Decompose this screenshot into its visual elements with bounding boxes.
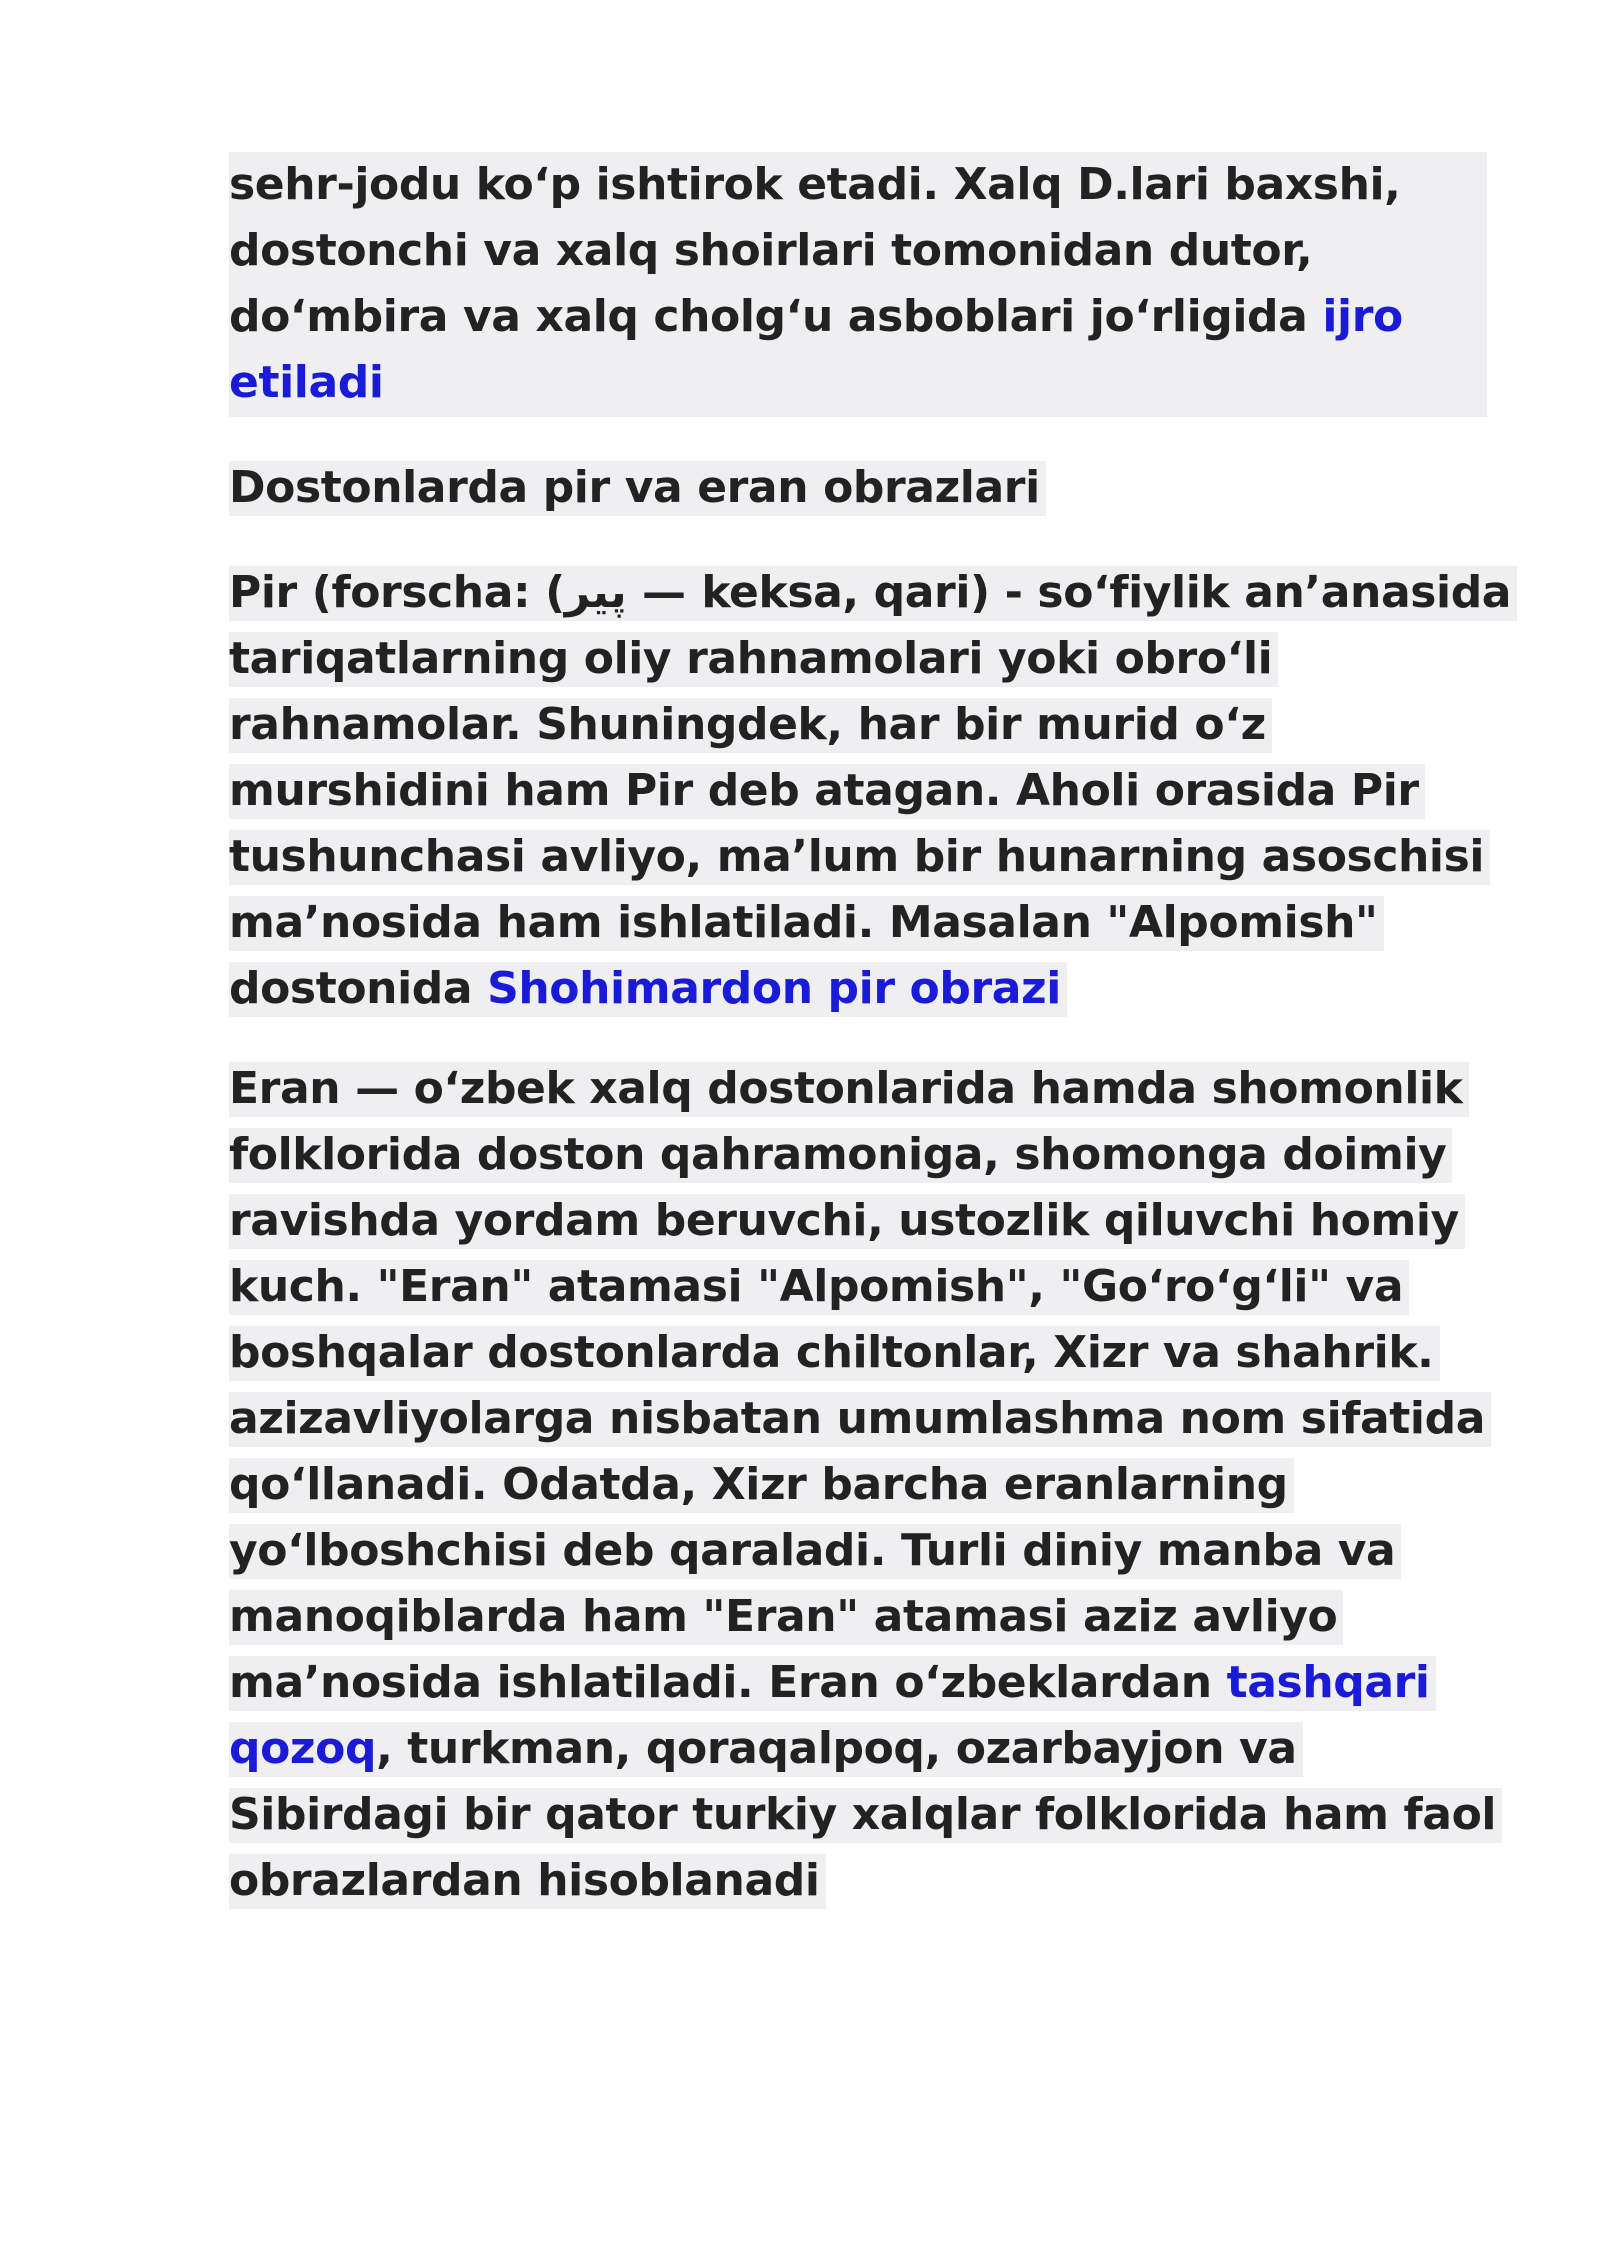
persian-word: پیر: [564, 567, 627, 618]
paragraph-text-container: [229, 566, 1517, 1017]
paragraph-text: Eran — o‘zbek xalq dostonlarida hamda shomonlik folklorida doston qahramoniga, shomonga doimiy ravishda yordam beruvchi, ustozlik qiluvchi homiy kuch. "Eran" atamasi "Alpomish", "Go‘ro‘g‘li" va boshqalar dostonlarda chiltonlar, Xizr va shahrik. azizavliyolarga nisbatan umumlashma nom sifatida qo‘llanadi. Odatda, Xizr barcha eranlarning yo‘lboshchisi deb qaraladi. Turli diniy manba va manoqiblarda ham "Eran" atamasi aziz avliyo ma’nosida ishlatiladi. Eran o‘zbeklardan: [229, 1063, 1485, 1708]
paragraph-text-end: , turkman, qoraqalpoq, ozarbayjon va Sibirdagi bir qator turkiy xalqlar folklorida ham faol obrazlardan hisoblanadi: [229, 1723, 1497, 1906]
section-heading: [229, 455, 1046, 521]
link-tashqari-qozoq[interactable]: tashqari qozoq: [229, 1657, 1430, 1774]
paragraph-eran: [229, 1056, 1529, 1914]
link-shohimardon-pir-obrazi[interactable]: Shohimardon pir obrazi: [487, 963, 1061, 1014]
paragraph-pir: [229, 560, 1529, 1022]
paragraph-text: sehr-jodu ko‘p ishtirok etadi. Xalq D.lari baxshi, dostonchi va xalq shoirlari tomonidan dutor, do‘mbira va xalq cholg‘u asboblari jo‘rligida: [229, 159, 1401, 342]
link-ijro-etiladi[interactable]: ijro etiladi: [229, 291, 1403, 408]
paragraph-text-container: [229, 1062, 1502, 1909]
heading-text: Dostonlarda pir va eran obrazlari: [229, 461, 1046, 516]
paragraph-doston-performance: [229, 152, 1489, 416]
paragraph-text-start: Pir (forscha: (: [229, 567, 565, 618]
paragraph-text: — keksa, qari) - so‘fiylik an’anasida tariqatlarning oliy rahnamolari yoki obro‘li rahnamolar. Shuningdek, har bir murid o‘z murshidini ham Pir deb atagan. Aholi orasida Pir tushunchasi avliyo, ma’lum bir hunarning asoschisi ma’nosida ham ishlatiladi. Masalan "Alpomish" dostonida: [229, 567, 1512, 1014]
